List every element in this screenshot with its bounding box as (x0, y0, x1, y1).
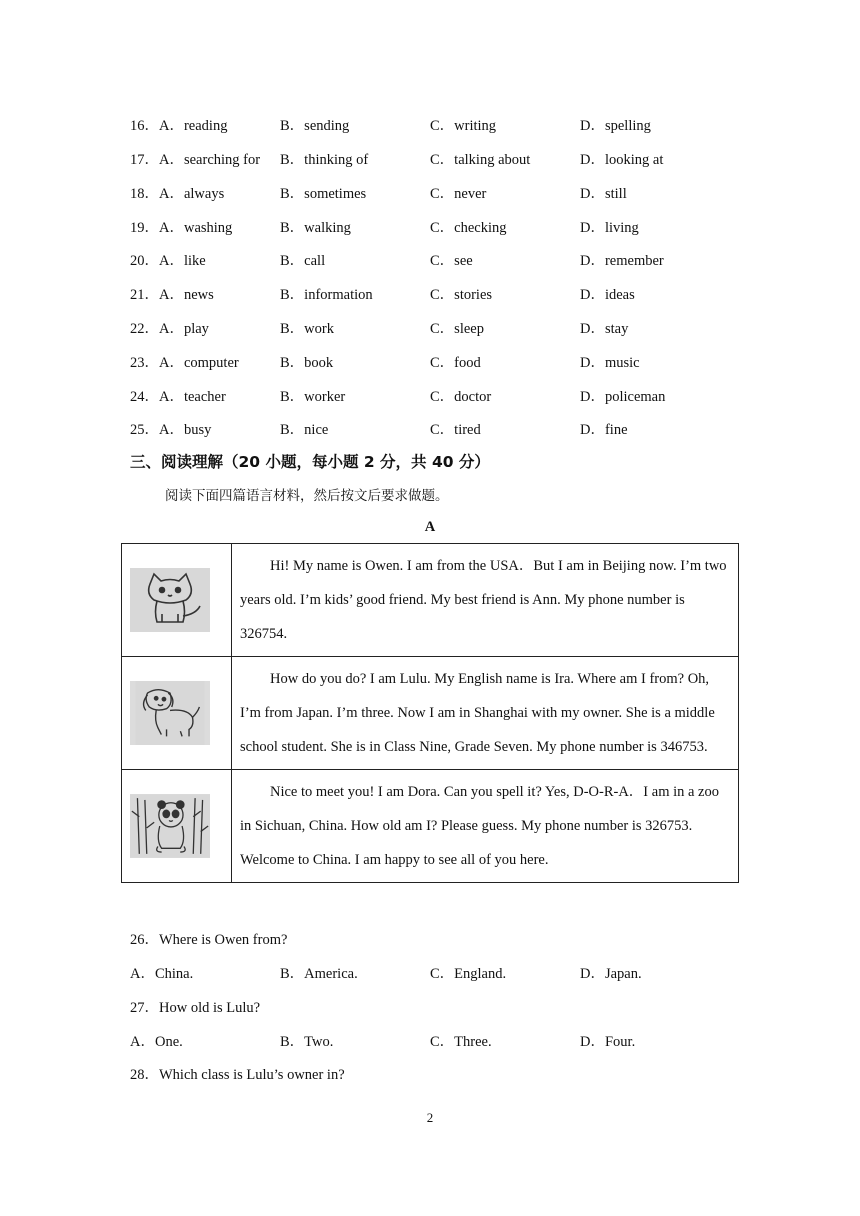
option-c: C．Three. (430, 1034, 492, 1050)
option-d: D．remember (580, 253, 664, 269)
option-row (130, 114, 750, 136)
passage-text: Nice to meet you! I am Dora. Can you spell it? Yes, D-O-R-A．I am in a zoo in Sichuan, China. How old am I? Please guess. My phone number is 326753. Welcome to China. I am happy to see all of you here. (232, 770, 739, 883)
option-c: C．never (430, 186, 487, 202)
option-d: D．looking at (580, 152, 664, 168)
option-b: B．call (280, 253, 326, 269)
panda-icon (130, 794, 210, 858)
option-c: C．stories (430, 287, 493, 303)
image-cell (122, 657, 232, 770)
option-d: D．music (580, 355, 640, 371)
option-c: C．see (430, 253, 473, 269)
option-c: C．talking about (430, 152, 531, 168)
option-a: 25．A．busy (130, 422, 212, 438)
question-options (130, 1030, 750, 1052)
option-c: C．tired (430, 422, 481, 438)
passage-title: A (424, 519, 436, 535)
option-d: D．ideas (580, 287, 635, 303)
instruction-text: 阅读下面四篇语言材料，然后按文后要求做题。 (165, 488, 449, 504)
option-a: 22．A．play (130, 321, 209, 337)
option-b: B．sometimes (280, 186, 367, 202)
option-row (130, 418, 750, 440)
option-row (130, 385, 750, 407)
option-c: C．England. (430, 966, 507, 982)
option-row (130, 351, 750, 373)
option-a: A．China. (130, 966, 194, 982)
option-b: B．worker (280, 389, 346, 405)
option-a: 16．A．reading (130, 118, 228, 134)
option-b: B．America. (280, 966, 358, 982)
option-a: 23．A．computer (130, 355, 239, 371)
option-b: B．thinking of (280, 152, 369, 168)
option-b: B．work (280, 321, 334, 337)
option-d: D．stay (580, 321, 629, 337)
option-a: 20．A．like (130, 253, 206, 269)
page-number: 2 (426, 1110, 434, 1125)
table-row (122, 544, 739, 657)
passage-text: Hi! My name is Owen. I am from the USA．But I am in Beijing now. I’m two years old. I’m kids’ good friend. My best friend is Ann. My phone number is 326754. (232, 544, 739, 657)
option-c: C．doctor (430, 389, 492, 405)
option-c: C．sleep (430, 321, 484, 337)
option-b: B．nice (280, 422, 329, 438)
option-d: D．Japan. (580, 966, 642, 982)
cat-icon (130, 568, 210, 632)
option-c: C．writing (430, 118, 497, 134)
option-b: B．information (280, 287, 373, 303)
option-d: D．policeman (580, 389, 666, 405)
dog-icon (130, 681, 210, 745)
image-cell (122, 544, 232, 657)
table-row (122, 770, 739, 883)
option-d: D．Four. (580, 1034, 636, 1050)
option-b: B．walking (280, 220, 351, 236)
option-row (130, 216, 750, 238)
question-options (130, 962, 750, 984)
option-c: C．checking (430, 220, 507, 236)
option-a: 19．A．washing (130, 220, 233, 236)
passage-text: How do you do? I am Lulu. My English name is Ira. Where am I from? Oh, I’m from Japan. I’m three. Now I am in Shanghai with my owner. She is a middle school student. She is in Class Nine, Grade Seven. My phone number is 346753. (232, 657, 739, 770)
option-a: 17．A．searching for (130, 152, 261, 168)
option-row (130, 148, 750, 170)
question-text: 26．Where is Owen from? (130, 932, 288, 948)
option-row (130, 283, 750, 305)
option-d: D．living (580, 220, 639, 236)
option-row (130, 317, 750, 339)
option-a: 21．A．news (130, 287, 214, 303)
option-row (130, 182, 750, 204)
option-row (130, 249, 750, 271)
option-d: D．spelling (580, 118, 651, 134)
passage-table (121, 543, 739, 883)
option-b: B．book (280, 355, 334, 371)
option-d: D．still (580, 186, 627, 202)
option-b: B．Two. (280, 1034, 334, 1050)
option-b: B．sending (280, 118, 350, 134)
option-d: D．fine (580, 422, 628, 438)
section-heading: 三、阅读理解（20 小题，每小题 2 分，共 40 分） (130, 453, 490, 471)
option-a: A．One. (130, 1034, 183, 1050)
image-cell (122, 770, 232, 883)
question-text: 27．How old is Lulu? (130, 1000, 261, 1016)
option-a: 18．A．always (130, 186, 225, 202)
table-row (122, 657, 739, 770)
option-c: C．food (430, 355, 481, 371)
question-text: 28．Which class is Lulu’s owner in? (130, 1067, 345, 1083)
option-a: 24．A．teacher (130, 389, 226, 405)
